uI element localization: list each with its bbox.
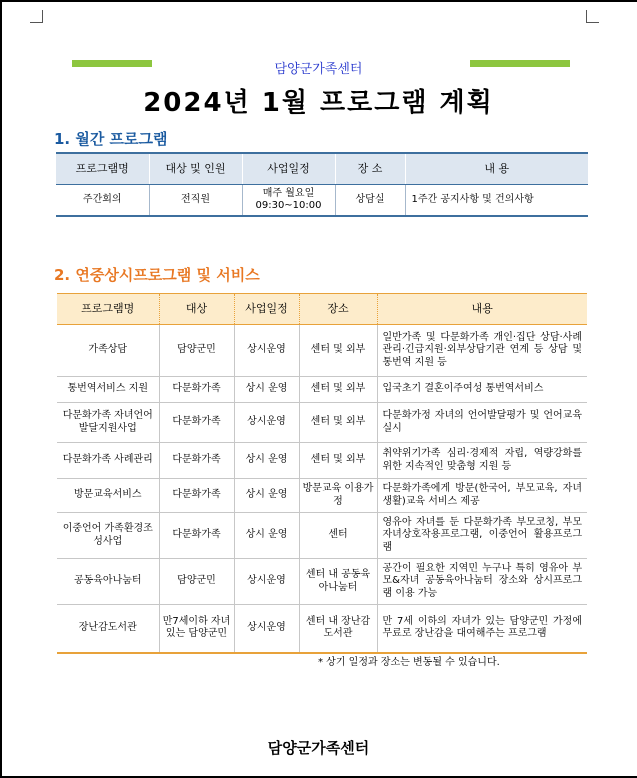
cell-target: 다문화가족 — [159, 479, 234, 513]
section-yearly-title: 2. 연중상시프로그램 및 서비스 — [54, 266, 260, 284]
cell-schedule: 상시 운영 — [234, 443, 299, 479]
cell-content: 1주간 공지사항 및 건의사항 — [405, 185, 588, 217]
col-header-schedule: 사업일정 — [242, 153, 335, 185]
cell-target: 담양군민 — [159, 325, 234, 377]
cell-target: 다문화가족 — [159, 513, 234, 559]
table-header-row — [57, 294, 587, 325]
monthly-program-table — [56, 152, 588, 217]
cell-program: 다문화가족 자녀언어발달지원사업 — [57, 403, 159, 443]
cell-schedule: 상시 운영 — [234, 479, 299, 513]
cell-place: 센터 및 외부 — [299, 325, 377, 377]
page-border-top — [0, 0, 637, 2]
cell-schedule: 상시운영 — [234, 559, 299, 605]
table-row — [57, 479, 587, 513]
margin-mark-right — [586, 10, 599, 23]
cell-place: 센터 및 외부 — [299, 443, 377, 479]
table-header-row — [56, 153, 588, 185]
cell-schedule: 상시운영 — [234, 403, 299, 443]
cell-schedule: 상시 운영 — [234, 377, 299, 403]
cell-content: 입국초기 결혼이주여성 통번역서비스 — [377, 377, 587, 403]
cell-place: 방문교육 이용가정 — [299, 479, 377, 513]
table-row — [57, 403, 587, 443]
cell-target: 담양군민 — [159, 559, 234, 605]
cell-content: 다문화가정 자녀의 언어발달평가 및 언어교육 실시 — [377, 403, 587, 443]
cell-place: 센터 및 외부 — [299, 403, 377, 443]
cell-target: 전직원 — [149, 185, 242, 217]
cell-schedule: 상시 운영 — [234, 513, 299, 559]
cell-content: 취약위기가족 심리·경제적 자립, 역량강화를 위한 지속적인 맞춤형 지원 등 — [377, 443, 587, 479]
col-header-place: 장 소 — [335, 153, 405, 185]
table-row — [57, 559, 587, 605]
margin-mark-left — [30, 10, 43, 23]
cell-target: 다문화가족 — [159, 377, 234, 403]
col-header-target: 대상 및 인원 — [149, 153, 242, 185]
cell-content: 만 7세 이하의 자녀가 있는 담양군민 가정에 무료로 장난감을 대여해주는 프로그램 — [377, 605, 587, 653]
cell-program: 통번역서비스 지원 — [57, 377, 159, 403]
cell-program: 장난감도서관 — [57, 605, 159, 653]
cell-target: 다문화가족 — [159, 403, 234, 443]
page-title: 2024년 1월 프로그램 계획 — [143, 88, 494, 118]
table-row — [57, 513, 587, 559]
col-header-content: 내 용 — [405, 153, 588, 185]
col-header-program: 프로그램명 — [56, 153, 149, 185]
cell-program: 방문교육서비스 — [57, 479, 159, 513]
cell-place: 센터 및 외부 — [299, 377, 377, 403]
cell-schedule: 상시운영 — [234, 325, 299, 377]
cell-program: 이중언어 가족환경조성사업 — [57, 513, 159, 559]
table-row — [56, 185, 588, 217]
col-header-program: 프로그램명 — [57, 294, 159, 325]
cell-place: 센터 — [299, 513, 377, 559]
cell-schedule-line1: 매주 월요일 — [262, 187, 315, 199]
table-row — [57, 443, 587, 479]
col-header-schedule: 사업일정 — [234, 294, 299, 325]
cell-program: 주간회의 — [56, 185, 149, 217]
cell-target: 만7세이하 자녀있는 담양군민 — [159, 605, 234, 653]
table-row — [57, 605, 587, 653]
cell-content: 영유아 자녀를 둔 다문화가족 부모코칭, 부모자녀상호작용프로그램, 이중언어 활용프로그램 — [377, 513, 587, 559]
cell-program: 공동육아나눔터 — [57, 559, 159, 605]
col-header-content: 내용 — [377, 294, 587, 325]
cell-content: 공간이 필요한 지역민 누구나 특히 영유아 부모&자녀 공동육아나눔터 장소와 상시프로그램 이용 가능 — [377, 559, 587, 605]
cell-place: 센터 내 공동육아나눔터 — [299, 559, 377, 605]
cell-program: 가족상담 — [57, 325, 159, 377]
cell-content: 일반가족 및 다문화가족 개인·집단 상담·사례관리·긴급지원·외부상담기관 연계 등 상담 및 통번역 지원 등 — [377, 325, 587, 377]
cell-schedule-line2: 09:30~10:00 — [255, 200, 322, 211]
col-header-target: 대상 — [159, 294, 234, 325]
footer-center-name: 담양군가족센터 — [267, 739, 370, 757]
col-header-place: 장소 — [299, 294, 377, 325]
cell-content: 다문화가족에게 방문(한국어, 부모교육, 자녀생활)교육 서비스 제공 — [377, 479, 587, 513]
cell-place: 상담실 — [335, 185, 405, 217]
table-row — [57, 325, 587, 377]
cell-schedule: 상시운영 — [234, 605, 299, 653]
schedule-change-note: * 상기 일정과 장소는 변동될 수 있습니다. — [318, 657, 500, 668]
yearly-program-table — [57, 293, 587, 654]
table-row — [57, 377, 587, 403]
cell-place: 센터 내 장난감도서관 — [299, 605, 377, 653]
section-monthly-title: 1. 월간 프로그램 — [54, 130, 168, 148]
center-subtitle: 담양군가족센터 — [274, 62, 363, 77]
cell-target: 다문화가족 — [159, 443, 234, 479]
cell-program: 다문화가족 사례관리 — [57, 443, 159, 479]
cell-schedule — [242, 185, 335, 217]
